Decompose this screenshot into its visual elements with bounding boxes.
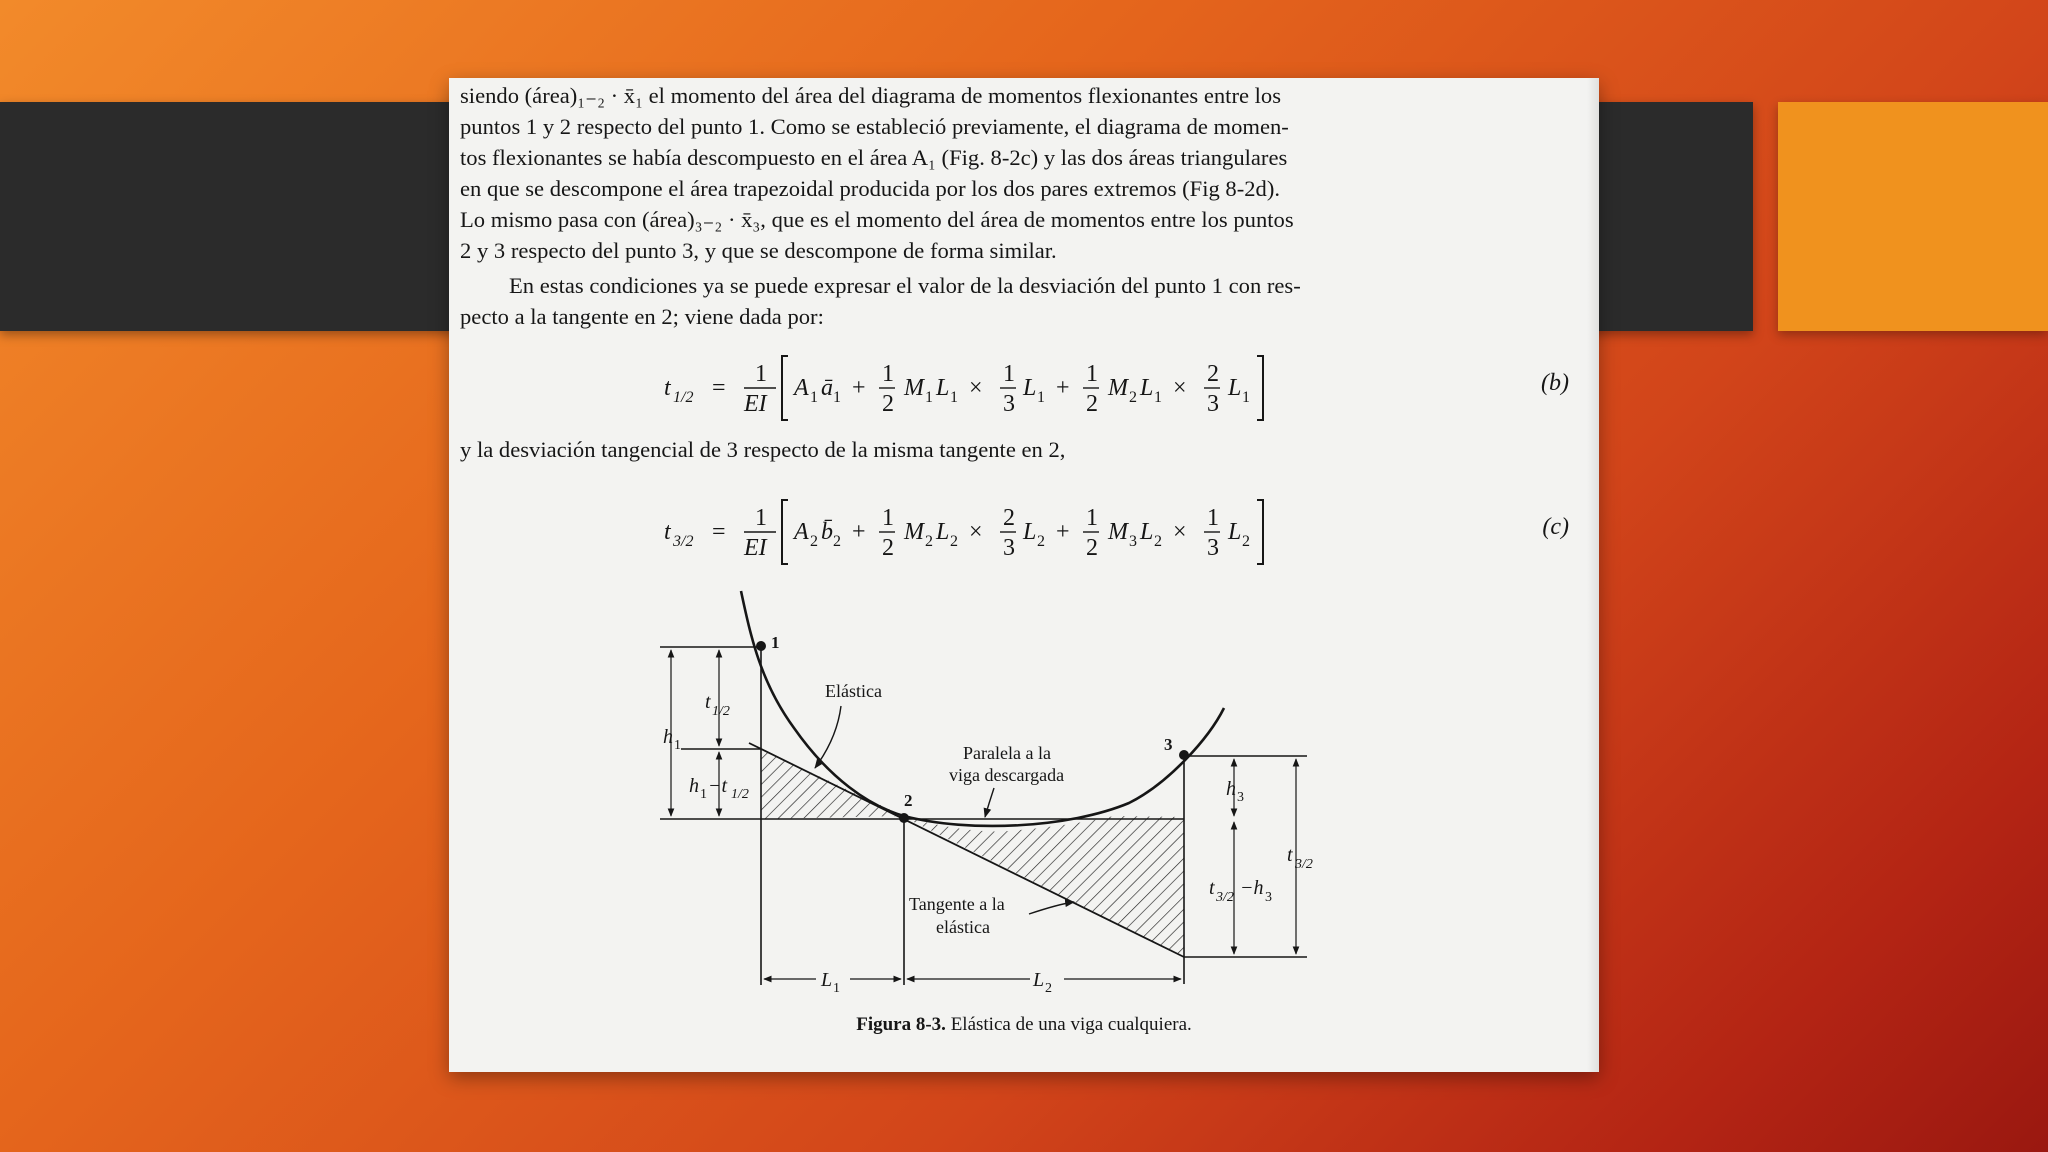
label-tangente-1: Tangente a la: [909, 894, 1005, 914]
label-h1-minus-sub: 1: [700, 787, 707, 802]
eq-sub: 1: [925, 389, 933, 406]
label-paralela-1: Paralela a la: [963, 743, 1051, 763]
eq-times: ×: [1173, 375, 1187, 401]
eq-sub: 2: [810, 533, 818, 550]
eq-sub: 1: [1242, 389, 1250, 406]
eq-equals: =: [712, 519, 726, 545]
equation-label: (c): [1542, 514, 1569, 540]
eq-plus: +: [852, 375, 866, 401]
label-t12: t: [705, 691, 711, 713]
eq-sub: 2: [1242, 533, 1250, 550]
eq-half-num: 1: [1086, 361, 1098, 387]
label-h1: h: [663, 726, 673, 748]
text-line: en que se descompone el área trapezoidal producida por los dos pares extremos (Fig 8-2d).: [460, 176, 1281, 201]
eq-half-num: 1: [882, 361, 894, 387]
label-t32-minus-sub: 3/2: [1216, 890, 1234, 905]
eq-half-num: 1: [1086, 505, 1098, 531]
eq-f1-den: 3: [1003, 535, 1015, 561]
eq-times: ×: [969, 519, 983, 545]
eq-sub: 1: [950, 389, 958, 406]
text-line: pecto a la tangente en 2; viene dada por:: [460, 304, 824, 329]
eq-term: A: [794, 375, 809, 401]
eq-sub: 2: [925, 533, 933, 550]
point-3-label: 3: [1164, 735, 1173, 754]
eq-sub: 2: [1037, 533, 1045, 550]
eq-half-den: 2: [1086, 391, 1098, 417]
eq-half-den: 2: [882, 391, 894, 417]
eq-plus: +: [852, 519, 866, 545]
figure-caption: [449, 1014, 1599, 1036]
text-line: 2 y 3 respecto del punto 3, y que se descompone de forma similar.: [460, 238, 1057, 263]
label-L2: L: [1033, 969, 1045, 991]
eq-equals: =: [712, 375, 726, 401]
point-2-label: 2: [904, 791, 913, 810]
eq-sub: 2: [1129, 389, 1137, 406]
eq-sub: 1: [833, 389, 841, 406]
eq-sub: 2: [950, 533, 958, 550]
caption-text: Elástica de una viga cualquiera.: [950, 1014, 1192, 1035]
label-h3: h: [1226, 778, 1236, 800]
eq-f1-num: 1: [1003, 361, 1015, 387]
label-paralela-2: viga descargada: [949, 765, 1065, 785]
text-line: puntos 1 y 2 respecto del punto 1. Como se estableció previamente, el diagrama de momen-: [460, 114, 1289, 139]
scanned-page: [449, 78, 1599, 1072]
label-L1-sub: 1: [833, 981, 840, 996]
text-line: En estas condiciones ya se puede expresar el valor de la desviación del punto 1 con res-: [509, 273, 1301, 298]
elastic-beam-figure: [449, 78, 1599, 1072]
label-t32-minus-sub2: 3: [1265, 890, 1272, 905]
eq-term: L: [1228, 519, 1242, 545]
eq-f1-num: 2: [1003, 505, 1015, 531]
eq-lhs: t: [664, 375, 671, 401]
point-2: [899, 813, 909, 823]
eq-lhs-sub: 1/2: [673, 389, 694, 406]
eq-lhs: t: [664, 519, 671, 545]
eq-times: ×: [1173, 519, 1187, 545]
eq-sub: 1: [810, 389, 818, 406]
eq-f2-den: 3: [1207, 391, 1219, 417]
eq-term: L: [936, 375, 950, 401]
eq-term: L: [1023, 375, 1037, 401]
label-h1-minus-t: −t: [708, 775, 728, 797]
eq-lhs-sub: 3/2: [673, 533, 694, 550]
eq-half-num: 1: [882, 505, 894, 531]
eq-term: L: [1140, 375, 1154, 401]
eq-term: ā: [821, 375, 833, 401]
eq-term: b̄: [821, 519, 833, 545]
eq-sub: 1: [1037, 389, 1045, 406]
caption-label: Figura 8-3.: [856, 1014, 946, 1035]
eq-term: L: [936, 519, 950, 545]
eq-frac-den: EI: [744, 391, 767, 417]
label-L2-sub: 2: [1045, 981, 1052, 996]
eq-term: A: [794, 519, 809, 545]
eq-times: ×: [969, 375, 983, 401]
equation-label: (b): [1541, 370, 1569, 396]
eq-half-den: 2: [882, 535, 894, 561]
eq-term: M: [904, 519, 924, 545]
label-t32-sub: 3/2: [1295, 857, 1313, 872]
text-line: Lo mismo pasa con (área)₃₋₂ · x̄₃, que es el momento del área de momentos entre los puntos: [460, 207, 1294, 232]
eq-frac-num: 1: [755, 505, 767, 531]
text-line: y la desviación tangencial de 3 respecto de la misma tangente en 2,: [460, 437, 1066, 462]
eq-f2-den: 3: [1207, 535, 1219, 561]
eq-term: L: [1023, 519, 1037, 545]
label-h1-minus: h: [689, 775, 699, 797]
eq-sub: 2: [1154, 533, 1162, 550]
label-elastica: Elástica: [825, 681, 882, 701]
text-line: siendo (área)₁₋₂ · x̄₁ el momento del área del diagrama de momentos flexionantes entre los: [460, 83, 1282, 108]
orange-accent-block: [1778, 102, 2048, 331]
eq-f2-num: 2: [1207, 361, 1219, 387]
eq-term: M: [1108, 519, 1128, 545]
point-1: [756, 641, 766, 651]
label-h1-sub: 1: [674, 738, 681, 753]
eq-sub: 2: [833, 533, 841, 550]
point-3: [1179, 750, 1189, 760]
eq-term: M: [1108, 375, 1128, 401]
eq-f2-num: 1: [1207, 505, 1219, 531]
eq-plus: +: [1056, 375, 1070, 401]
label-h3-sub: 3: [1237, 790, 1244, 805]
eq-sub: 1: [1154, 389, 1162, 406]
eq-plus: +: [1056, 519, 1070, 545]
point-1-label: 1: [771, 633, 780, 652]
label-h1-minus-sub2: 1/2: [731, 787, 749, 802]
text-line: tos flexionantes se había descompuesto en el área A₁ (Fig. 8-2c) y las dos áreas triangulares: [460, 145, 1288, 170]
label-t32-minus-h: −h: [1240, 877, 1264, 899]
eq-term: L: [1228, 375, 1242, 401]
label-t32-minus: t: [1209, 877, 1215, 899]
eq-term: M: [904, 375, 924, 401]
label-t12-sub: 1/2: [712, 704, 730, 719]
label-t32: t: [1287, 844, 1293, 866]
label-tangente-2: elástica: [936, 917, 990, 937]
eq-frac-den: EI: [744, 535, 767, 561]
eq-f1-den: 3: [1003, 391, 1015, 417]
eq-frac-num: 1: [755, 361, 767, 387]
eq-half-den: 2: [1086, 535, 1098, 561]
eq-sub: 3: [1129, 533, 1137, 550]
eq-term: L: [1140, 519, 1154, 545]
label-L1: L: [821, 969, 833, 991]
